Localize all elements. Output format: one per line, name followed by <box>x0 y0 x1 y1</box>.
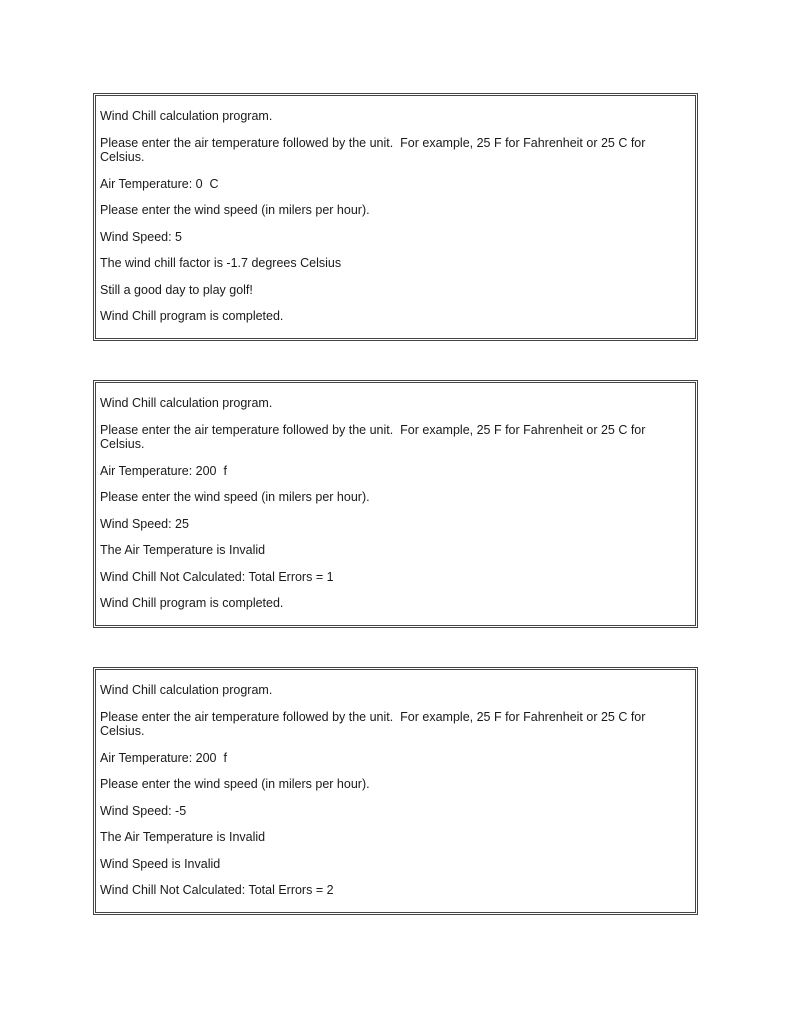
wind-speed-input-line: Wind Speed: -5 <box>100 803 187 818</box>
program-title-line: Wind Chill calculation program. <box>100 396 273 410</box>
error-count-line: Wind Chill Not Calculated: Total Errors = 1 <box>100 569 334 584</box>
temperature-prompt-line: Please enter the air temperature followed by the unit. For example, 25 F for Fahrenheit or 25 C for Celsius. <box>100 135 649 164</box>
console-output-panel-1 <box>93 93 698 341</box>
wind-speed-input-line: Wind Speed: 25 <box>100 516 189 531</box>
air-temperature-input-line: Air Temperature: 200 f <box>100 750 227 765</box>
air-temperature-input-line: Air Temperature: 200 f <box>100 463 227 478</box>
console-output-panel-2 <box>93 380 698 628</box>
temperature-invalid-line: The Air Temperature is Invalid <box>100 830 266 844</box>
wind-speed-invalid-line: Wind Speed is Invalid <box>100 856 221 871</box>
program-completed-line: Wind Chill program is completed. <box>100 309 284 323</box>
air-temperature-input-line: Air Temperature: 0 C <box>100 176 219 191</box>
program-title-line: Wind Chill calculation program. <box>100 109 273 123</box>
error-count-line: Wind Chill Not Calculated: Total Errors = 2 <box>100 883 334 897</box>
wind-chill-result-line: The wind chill factor is -1.7 degrees Celsius <box>100 256 342 270</box>
wind-speed-prompt-line: Please enter the wind speed (in milers per hour). <box>100 203 370 217</box>
golf-message-line: Still a good day to play golf! <box>100 282 253 297</box>
wind-speed-prompt-line: Please enter the wind speed (in milers per hour). <box>100 777 370 791</box>
program-title-line: Wind Chill calculation program. <box>100 683 273 697</box>
temperature-prompt-line: Please enter the air temperature followed by the unit. For example, 25 F for Fahrenheit or 25 C for Celsius. <box>100 709 649 738</box>
wind-speed-prompt-line: Please enter the wind speed (in milers per hour). <box>100 490 370 504</box>
console-output-panel-3 <box>93 667 698 915</box>
program-completed-line: Wind Chill program is completed. <box>100 596 284 610</box>
temperature-invalid-line: The Air Temperature is Invalid <box>100 543 266 557</box>
wind-speed-input-line: Wind Speed: 5 <box>100 229 182 244</box>
temperature-prompt-line: Please enter the air temperature followed by the unit. For example, 25 F for Fahrenheit or 25 C for Celsius. <box>100 422 649 451</box>
